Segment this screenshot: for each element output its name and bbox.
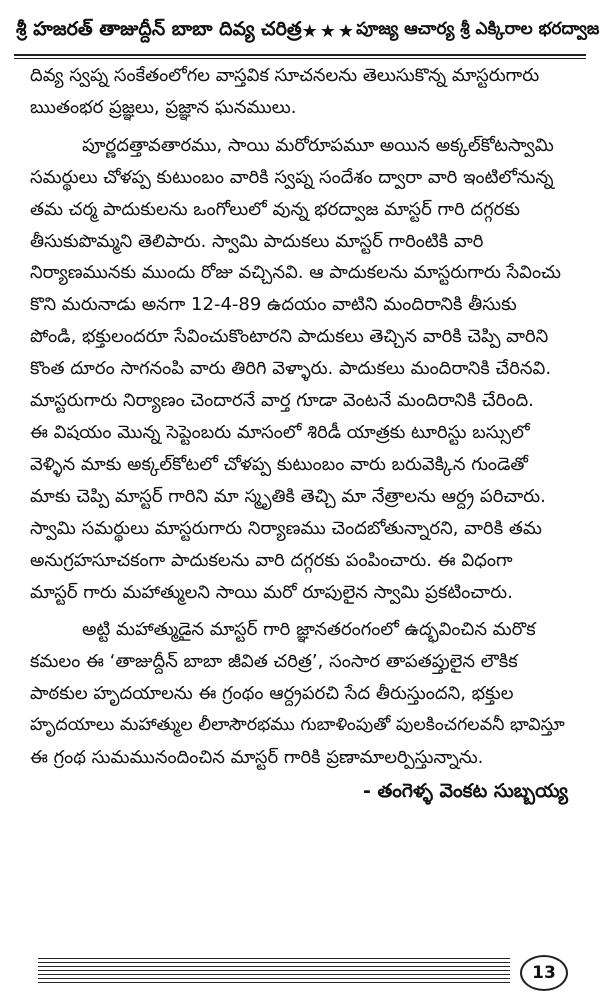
star-ornament: ★★★	[301, 20, 357, 42]
text-line: మాస్టరుగారు నిర్యాణం చెందారనే వార్త గూడా వెంటనే మందిరానికి చేరింది.	[30, 390, 534, 412]
text-line: స్వామి సమర్థులు మాస్టరుగారు నిర్యాణము చెందబోతున్నారని, వారికి తమ	[30, 517, 542, 539]
paragraph-2	[30, 130, 578, 609]
page-body	[30, 60, 578, 808]
text-line: తీసుకుపొమ్మని తెలిపారు. స్వామి పాదుకలు మాస్టర్ గారింటికి వారి	[30, 230, 484, 252]
text-line: కొని మరునాడు అనగా 12-4-89 ఉదయం వాటిని మందిరానికి తీసుకు	[30, 294, 517, 316]
text-line: ఈ విషయం మొన్న సెప్టెంబరు మాసంలో శిరిడీ యాత్రకు టూరిస్టు బస్సులో	[30, 421, 530, 443]
page-number-badge	[520, 955, 568, 991]
paragraph-3	[30, 614, 578, 774]
text-line: అట్టి మహాత్ముడైన మాస్టర్ గారి జ్ఞానతరంగంలో ఉద్భవించిన మరొక	[82, 619, 536, 641]
header-rule-thin	[14, 58, 586, 59]
author-name: పూజ్య ఆచార్య శ్రీ ఎక్కిరాల భరద్వాజ	[356, 19, 600, 39]
text-line: హృదయాలు మహాత్ముల లీలాసౌరభము గుబాళింపుతో పులకించగలవనీ భావిస్తూ	[30, 715, 565, 736]
paragraph-1	[30, 60, 578, 124]
book-title: శ్రీ హజరత్ తాజుద్దీన్ బాబా దివ్య చరిత్ర	[16, 17, 302, 40]
text-line: పాఠకుల హృదయాలను ఈ గ్రంథం ఆర్ద్రపరచి సేద తీరుస్తుందని, భక్తుల	[30, 683, 514, 705]
text-line: మాస్టర్ గారు మహాత్ములని సాయి మరో రూపులైన స్వామి ప్రకటించారు.	[30, 581, 513, 603]
footer-rules	[38, 958, 510, 986]
text-line: అనుగ్రహసూచకంగా పాదుకలను వారి దగ్గరకు పంపించారు. ఈ విధంగా	[30, 549, 513, 571]
running-header	[16, 8, 600, 54]
text-line: మాకు చెప్పి మాస్టర్ గారిని మా స్మృతికి తెచ్చి మా నేత్రాలను ఆర్ద్ర పరిచారు.	[30, 485, 546, 507]
text-line: తమ చర్మ పాదుకులను ఒంగోలులో వున్న భరద్వాజ మాస్టర్ గారి దగ్గరకు	[30, 198, 520, 220]
text-line: దివ్య స్వప్న సంకేతంలోగల వాస్తవిక సూచనలను తెలుసుకొన్న మాస్టరుగారు	[30, 65, 540, 86]
text-line: ఋతంభర ప్రజ్ఞలు, ప్రజ్ఞాన ఘనములు.	[30, 96, 297, 118]
text-line: పోండి, భక్తులందరూ సేవించుకొంటారని పాదుకలు తెచ్చిన వారికి చెప్పి వారిని	[30, 326, 549, 348]
text-line: పూర్ణదత్తావతారము, సాయి మరోరూపమూ అయిన అక్కల్‌కోటస్వామి	[82, 134, 554, 156]
page-number: 13	[532, 963, 556, 983]
header-rule	[14, 54, 586, 56]
text-line: ఈ గ్రంథ సుమమునందించిన మాస్టర్ గారికి ప్రణామాలర్పిస్తున్నాను.	[30, 747, 484, 769]
text-line: వెళ్ళిన మాకు అక్కల్‌కోటలో చోళప్ప కుటుంబం వారు బరువెక్కిన గుండెతో	[30, 453, 528, 475]
signature: - తంగెళ్ళ వెంకట సుబ్బయ్య	[362, 779, 568, 802]
text-line: కొంత దూరం సాగనంపి వారు తిరిగి వెళ్ళారు. పాదుకలు మందిరానికి చేరినవి.	[30, 358, 552, 380]
text-line: కమలం ఈ ‘తాజుద్దీన్ బాబా జీవిత చరిత్ర’, సంసార తాపతప్తులైన లౌకిక	[30, 651, 518, 673]
text-line: సమర్థులు చోళప్ప కుటుంబం వారికి స్వప్న సందేశం ద్వారా వారి ఇంటిలోనున్న	[30, 166, 554, 188]
text-line: నిర్యాణమునకు ముందు రోజు వచ్చినవి. ఆ పాదుకలను మాస్టరుగారు సేవించు	[30, 262, 561, 284]
